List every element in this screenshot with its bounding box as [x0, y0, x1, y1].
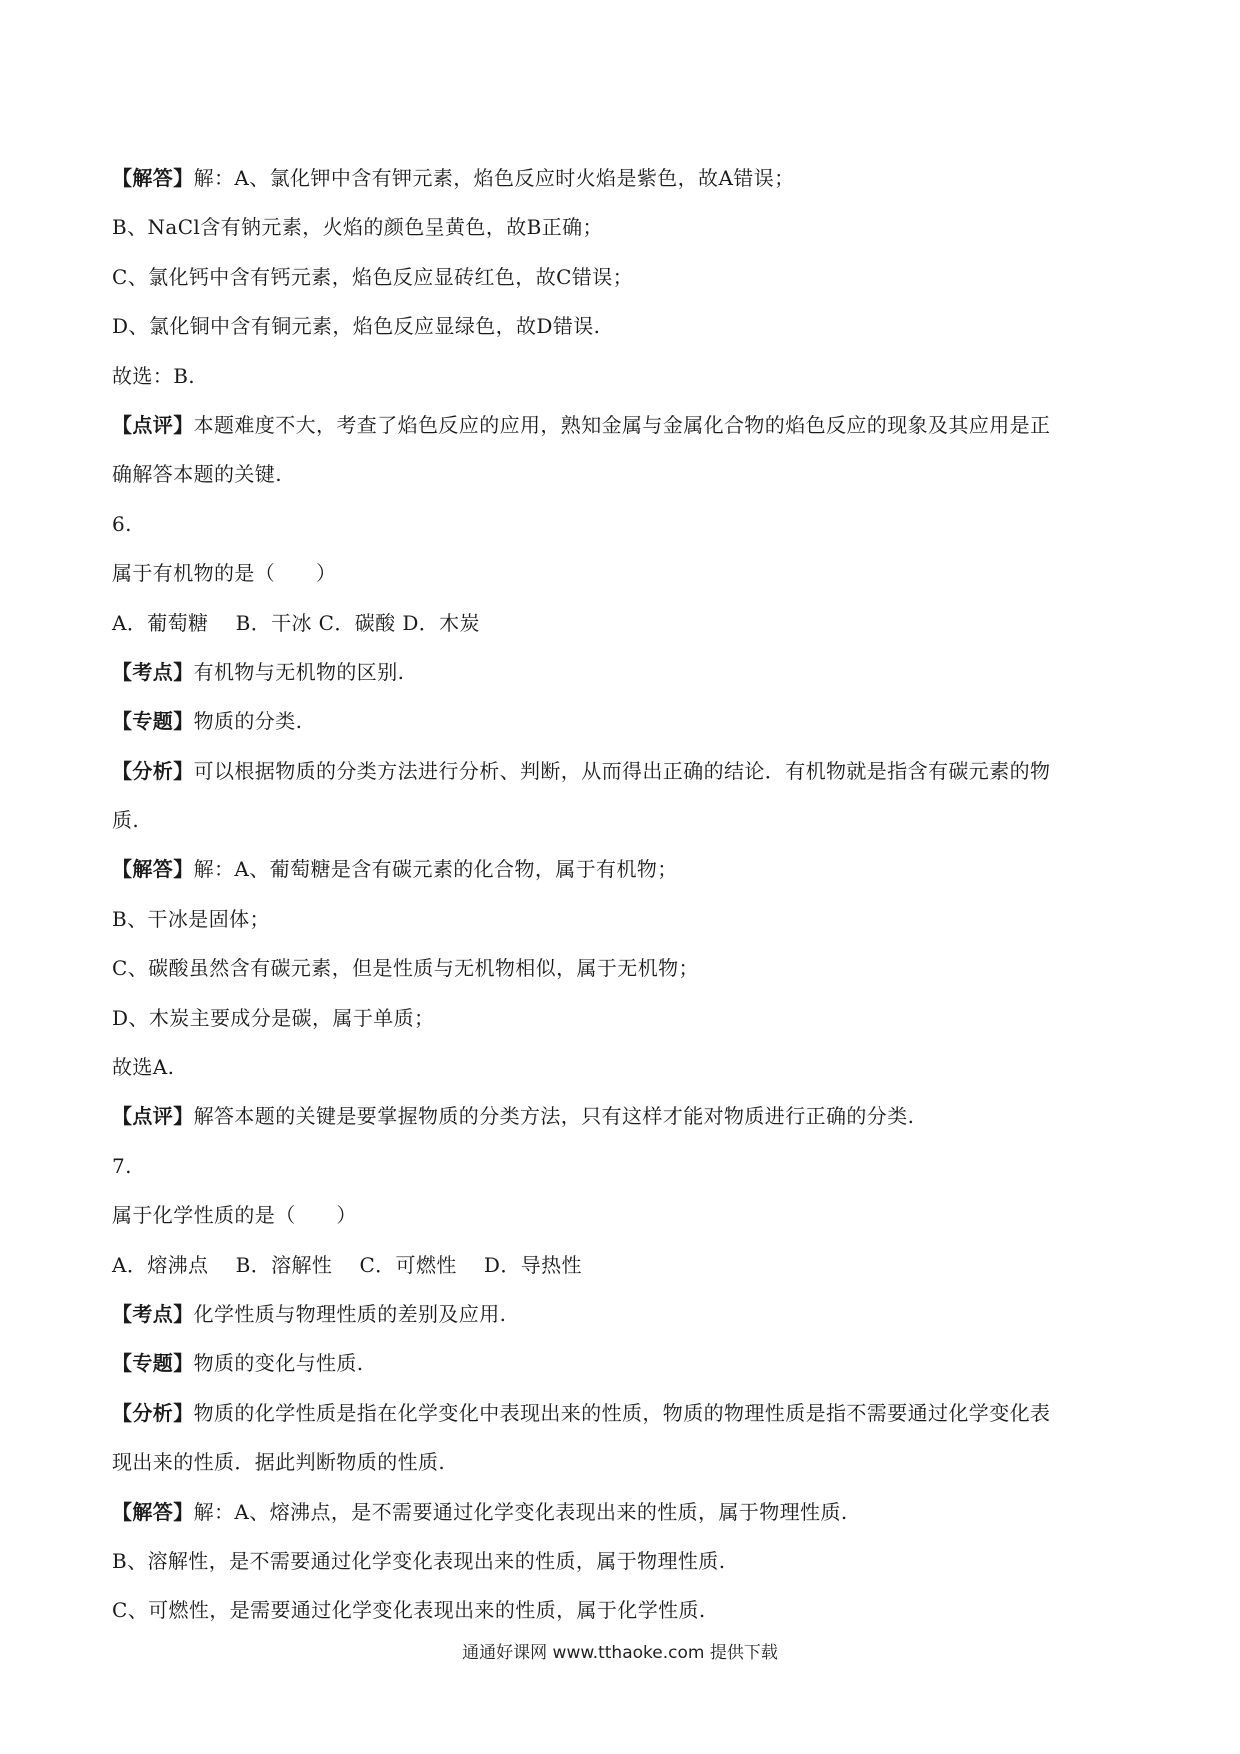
line-text: 物质的分类.	[193, 709, 303, 734]
text-line	[112, 796, 1132, 845]
section-tag: 【专题】	[112, 1351, 194, 1376]
line-text: 故选A.	[112, 1055, 175, 1080]
text-line	[112, 352, 1132, 401]
document-body	[112, 154, 1132, 1636]
section-tag: 【点评】	[112, 1104, 194, 1129]
text-line	[112, 1537, 1132, 1586]
text-line	[112, 154, 1132, 203]
line-text: A．熔沸点 B．溶解性 C．可燃性 D．导热性	[112, 1252, 582, 1277]
line-text: 解：A、葡萄糖是含有碳元素的化合物，属于有机物；	[193, 857, 678, 882]
text-line	[112, 253, 1132, 302]
section-tag: 【考点】	[112, 659, 194, 684]
question-stem	[112, 1191, 1132, 1240]
section-tag: 【点评】	[112, 412, 194, 437]
line-text: 物质的变化与性质.	[193, 1351, 364, 1376]
line-text: C、碳酸虽然含有碳元素，但是性质与无机物相似，属于无机物；	[112, 956, 699, 981]
line-text: 7.	[112, 1153, 132, 1178]
text-line	[112, 1586, 1132, 1635]
text-line	[112, 845, 1132, 894]
line-text: 解：A、氯化钾中含有钾元素，焰色反应时火焰是紫色，故A错误；	[193, 166, 795, 190]
question-number	[112, 1142, 1132, 1191]
text-line	[112, 1043, 1132, 1092]
text-line	[112, 302, 1132, 351]
line-text: 化学性质与物理性质的差别及应用.	[193, 1301, 507, 1326]
text-line	[112, 401, 1132, 450]
question-options	[112, 599, 1132, 648]
line-text: B、溶解性，是不需要通过化学变化表现出来的性质，属于物理性质.	[112, 1548, 726, 1573]
line-text: D、氯化铜中含有铜元素，焰色反应显绿色，故D错误.	[112, 314, 601, 339]
text-line	[112, 747, 1132, 796]
line-text: 有机物与无机物的区别.	[193, 659, 405, 684]
section-tag: 【专题】	[112, 709, 194, 734]
section-tag: 【解答】	[112, 857, 194, 882]
line-text: 质.	[112, 808, 140, 833]
line-text: 本题难度不大，考查了焰色反应的应用，熟知金属与金属化合物的焰色反应的现象及其应用是正	[193, 412, 1051, 437]
line-text: 属于有机物的是（ ）	[112, 561, 337, 586]
text-line	[112, 203, 1132, 252]
section-tag: 【解答】	[112, 166, 194, 190]
line-text: 确解答本题的关键.	[112, 462, 282, 487]
question-number	[112, 500, 1132, 549]
line-text: D、木炭主要成分是碳，属于单质；	[112, 1005, 435, 1030]
line-text: B、NaCl含有钠元素，火焰的颜色呈黄色，故B正确；	[112, 215, 603, 240]
page-footer: 通通好课网 www.tthaoke.com 提供下载	[462, 1643, 778, 1663]
line-text: 现出来的性质．据此判断物质的性质.	[112, 1450, 446, 1475]
text-line	[112, 944, 1132, 993]
text-line	[112, 1438, 1132, 1487]
text-line	[112, 994, 1132, 1043]
line-text: 故选：B.	[112, 363, 196, 388]
section-tag: 【解答】	[112, 1499, 194, 1524]
text-line	[112, 895, 1132, 944]
question-stem	[112, 549, 1132, 598]
line-text: 解答本题的关键是要掌握物质的分类方法，只有这样才能对物质进行正确的分类.	[193, 1104, 915, 1129]
section-tag: 【分析】	[112, 758, 194, 783]
text-line	[112, 1488, 1132, 1537]
line-text: 6.	[112, 511, 132, 536]
text-line	[112, 1092, 1132, 1141]
text-line	[112, 697, 1132, 746]
text-line	[112, 648, 1132, 697]
text-line	[112, 1339, 1132, 1388]
line-text: 物质的化学性质是指在化学变化中表现出来的性质，物质的物理性质是指不需要通过化学变化表	[193, 1400, 1051, 1425]
line-text: 解：A、熔沸点，是不需要通过化学变化表现出来的性质，属于物理性质.	[193, 1499, 848, 1524]
text-line	[112, 450, 1132, 499]
text-line	[112, 1290, 1132, 1339]
line-text: C、氯化钙中含有钙元素，焰色反应显砖红色，故C错误；	[112, 264, 634, 289]
line-text: B、干冰是固体；	[112, 906, 270, 931]
section-tag: 【分析】	[112, 1400, 194, 1425]
line-text: 属于化学性质的是（ ）	[112, 1203, 357, 1228]
line-text: A．葡萄糖 B．干冰 C．碳酸 D．木炭	[112, 610, 480, 635]
line-text: C、可燃性，是需要通过化学变化表现出来的性质，属于化学性质.	[112, 1598, 706, 1623]
line-text: 可以根据物质的分类方法进行分析、判断，从而得出正确的结论．有机物就是指含有碳元素的物	[193, 758, 1051, 783]
text-line	[112, 1389, 1132, 1438]
section-tag: 【考点】	[112, 1301, 194, 1326]
question-options	[112, 1241, 1132, 1290]
